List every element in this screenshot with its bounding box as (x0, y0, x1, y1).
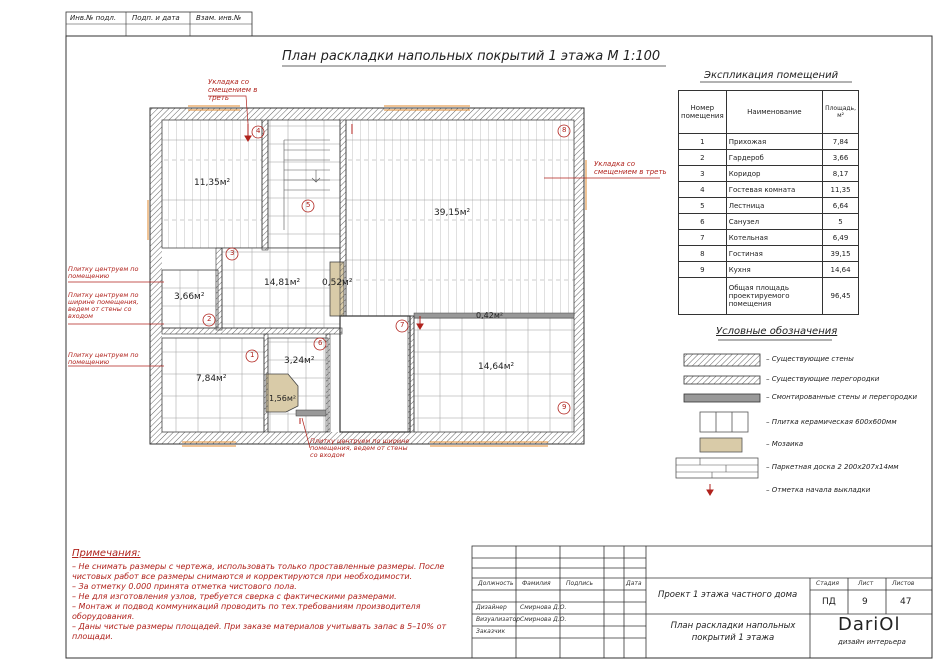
expl-row (679, 150, 859, 166)
expl-cell-num: 6 (679, 214, 727, 230)
legend-mounted-walls: – Смонтированные стены и перегородки (766, 393, 918, 401)
area-room-6: 3,24м² (284, 356, 315, 366)
expl-cell-area: 14,64 (823, 262, 859, 278)
room-7-floor (340, 316, 410, 432)
legend-symbols (676, 354, 760, 478)
expl-row (679, 166, 859, 182)
expl-row (679, 230, 859, 246)
note-line: площади. (72, 632, 113, 641)
stamp-col-sign: Подпись (566, 580, 593, 587)
page-title: План раскладки напольных покрытий 1 этажа М 1:100 (282, 49, 661, 64)
room-mark-9: 9 (562, 403, 567, 411)
note-line: чистовых работ все размеры снимаются и корректируются при необходимости. (72, 572, 413, 581)
expl-cell-name: Гостевая комната (726, 182, 822, 198)
expl-cell-name: Котельная (726, 230, 822, 246)
expl-row (679, 214, 859, 230)
legend-ceramic-tile: – Плитка керамическая 600х600мм (766, 418, 897, 426)
expl-cell-num: 9 (679, 262, 727, 278)
label-shift-top: Укладка со смещением в треть (208, 78, 258, 102)
expl-cell-area: 3,66 (823, 150, 859, 166)
area-mosaic-052: 0,52м² (322, 278, 353, 288)
label-shift-right: Укладка со смещением в треть (594, 160, 667, 176)
expl-row (679, 182, 859, 198)
expl-cell-num: 3 (679, 166, 727, 182)
label-center-bottom: Плитку центруем по ширине помещения, ведем от стены со входом (310, 437, 410, 459)
expl-cell-area: 6,49 (823, 230, 859, 246)
room-mark-3: 3 (230, 249, 235, 257)
note-line: оборудования. (72, 612, 135, 621)
expl-cell-area: 6,64 (823, 198, 859, 214)
stamp-col-date: Дата (626, 580, 642, 587)
stamp-vzam-inv: Взам. инв.№ (196, 14, 242, 22)
stamp-role-2: Визуализатор (476, 616, 521, 623)
stamp-name-2: Смирнова Д.О. (520, 616, 567, 623)
area-strip-042: 0,42м² (476, 311, 504, 320)
expl-header-num: Номер помещения (679, 91, 727, 134)
label-center-width: Плитку центруем по ширине помещения, ведем от стены со входом (68, 291, 139, 320)
area-room-3: 14,81м² (264, 278, 301, 288)
expl-cell-area: 39,15 (823, 246, 859, 262)
legend-parquet: – Паркетная доска 2 200х207х14мм (766, 463, 899, 471)
expl-row (679, 262, 859, 278)
area-room-9: 14,64м² (478, 362, 515, 372)
room-3-floor (222, 248, 340, 328)
stamp-h-sheets: Листов (892, 580, 915, 587)
note-line: – Даны чистые размеры площадей. При заказе материалов учитывать запас в 5–10% от (72, 622, 447, 631)
expl-row (679, 198, 859, 214)
expl-cell-name: Кухня (726, 262, 822, 278)
expl-cell-name: Коридор (726, 166, 822, 182)
legend-title: Условные обозначения (716, 326, 838, 337)
expl-row (679, 246, 859, 262)
expl-cell-num: 1 (679, 134, 727, 150)
stamp-logo-sub: дизайн интерьера (838, 638, 906, 646)
stamp-h-sheet: Лист (858, 580, 874, 587)
expl-cell-num: 5 (679, 198, 727, 214)
expl-cell-name: Гардероб (726, 150, 822, 166)
legend-start-mark: – Отметка начала выкладки (766, 486, 871, 494)
area-room-8: 39,15м² (434, 208, 471, 218)
room-mark-6: 6 (318, 339, 323, 347)
mosaic-156 (266, 374, 298, 412)
room-mark-1: 1 (250, 351, 255, 359)
legend-existing-partitions: – Существующие перегородки (766, 375, 880, 383)
expl-cell-area: 11,35 (823, 182, 859, 198)
expl-header-name: Наименование (726, 91, 822, 134)
stamp-role-3: Заказчик (476, 628, 506, 635)
expl-cell-area: 7,84 (823, 134, 859, 150)
stamp-project: Проект 1 этажа частного дома (658, 590, 798, 600)
room-mark-8: 8 (562, 126, 567, 134)
stamp-name-1: Смирнова Д.О. (520, 604, 567, 611)
notes-title: Примечания: (72, 548, 141, 559)
room-mark-2: 2 (207, 315, 212, 323)
expl-row (679, 134, 859, 150)
expl-total-label: Общая площадь проектируемого помещения (726, 278, 822, 315)
legend-mosaic: – Мозаика (766, 440, 804, 448)
legend-existing-walls: – Существующие стены (766, 355, 854, 363)
expl-cell-num: 7 (679, 230, 727, 246)
expl-total-area: 96,45 (823, 278, 859, 315)
room-9-floor (414, 318, 574, 432)
note-line: – Не для изготовления узлов, требуется сверка с фактическими размерами. (72, 592, 397, 601)
expl-cell-num: 4 (679, 182, 727, 198)
stamp-col-name: Фамилия (522, 580, 551, 587)
stamp-sheet: 9 (862, 597, 868, 607)
note-line: – Не снимать размеры с чертежа, использовать только проставленные размеры. После (72, 562, 445, 571)
stamp-h-stage: Стадия (816, 580, 840, 587)
room-5-floor (268, 120, 340, 248)
area-mosaic-156: 1,56м² (269, 394, 297, 403)
expl-header-area: Площадь, м² (823, 91, 859, 134)
stamp-logo: DariOl (838, 614, 901, 635)
stamp-col-role: Должность (478, 580, 514, 587)
stamp-podp-data: Подп. и дата (132, 14, 180, 22)
explication-table (678, 90, 859, 315)
label-center-2: Плитку центруем по помещению (68, 351, 139, 366)
area-room-4: 11,35м² (194, 178, 231, 188)
explication-title: Экспликация помещений (704, 70, 839, 81)
expl-cell-num: 8 (679, 246, 727, 262)
note-line: – За отметку 0.000 принята отметка чистового пола. (72, 582, 297, 591)
room-mark-5: 5 (306, 201, 311, 209)
stamp-stage: ПД (822, 597, 836, 607)
label-center-1: Плитку центруем по помещению (68, 265, 139, 280)
room-1-floor (162, 338, 264, 432)
stamp-sheet-title: План раскладки напольных покрытий 1 этажа (670, 621, 796, 643)
room-8-floor (346, 120, 574, 316)
expl-cell-num: 2 (679, 150, 727, 166)
room-mark-4: 4 (256, 127, 261, 135)
stamp-sheets: 47 (900, 597, 912, 607)
stamp-role-1: Дизайнер (476, 604, 507, 611)
room-mark-7: 7 (400, 321, 405, 329)
expl-cell-name: Прихожая (726, 134, 822, 150)
expl-cell-name: Санузел (726, 214, 822, 230)
stamp-inv-podl: Инв.№ подл. (70, 14, 117, 22)
expl-cell-area: 8,17 (823, 166, 859, 182)
area-room-2: 3,66м² (174, 292, 205, 302)
expl-cell-name: Лестница (726, 198, 822, 214)
area-room-1: 7,84м² (196, 374, 227, 384)
expl-cell-name: Гостиная (726, 246, 822, 262)
note-line: – Монтаж и подвод коммуникаций проводить по тех.требованиям производителя (72, 602, 421, 611)
expl-cell-area: 5 (823, 214, 859, 230)
